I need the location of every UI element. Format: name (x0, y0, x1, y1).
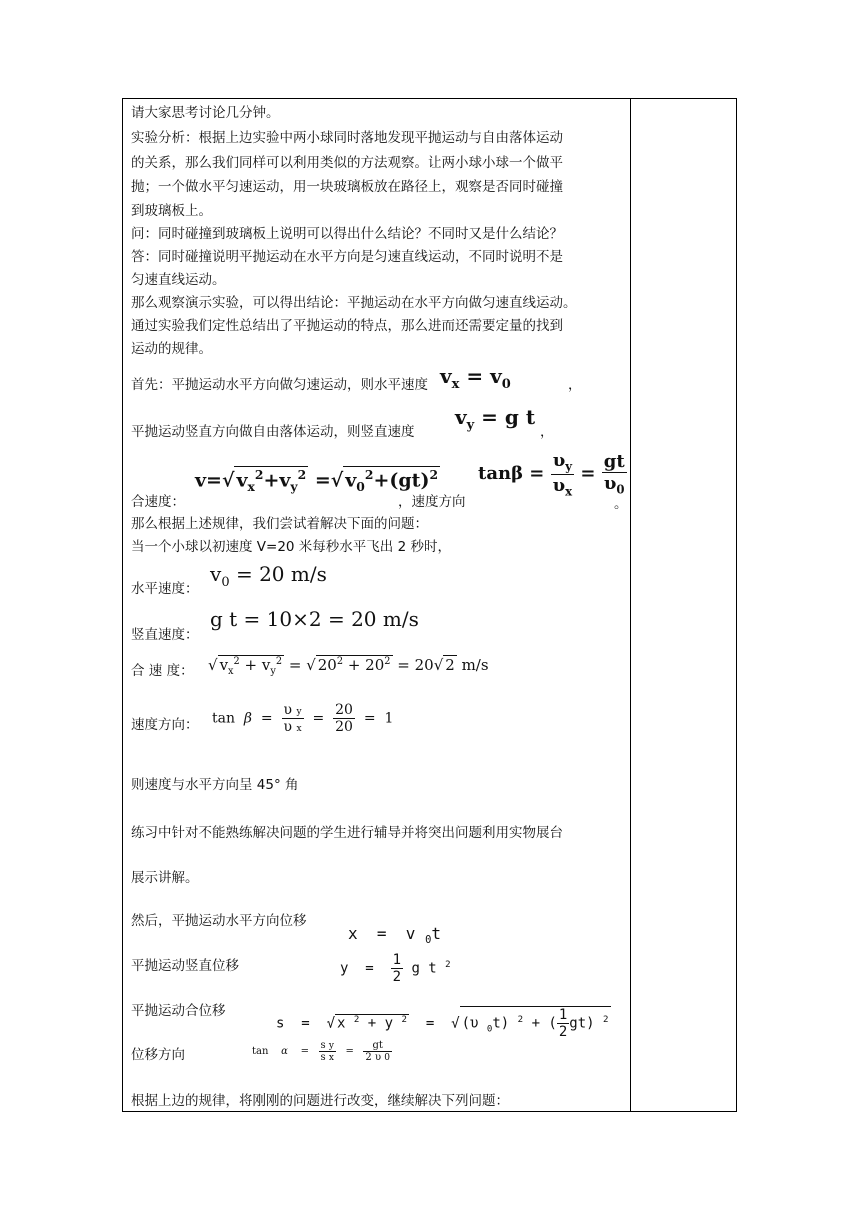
text-line: 请大家思考讨论几分钟。 (131, 105, 280, 121)
formula-v: v=√ $v_x^2+v_y^2$ =√ $v_0^2+(gt)^2$ (195, 467, 439, 495)
text-line: 根据上边的规律，将刚刚的问题进行改变，继续解决下列问题： (131, 1093, 509, 1109)
formula-gt-value: g t = 10×2 = 20 m/s (210, 607, 419, 631)
text-line: 平抛运动竖直方向做自由落体运动，则竖直速度 (131, 424, 415, 440)
text-line: 水平速度： (131, 581, 199, 597)
formula-y: y = $\frac{1}{2}$ g t $^2$ (340, 952, 451, 985)
text-line: 通过实验我们定性总结出了平抛运动的特点，那么进而还需要定量的找到 (131, 318, 563, 334)
text-line: 的关系，那么我们同样可以利用类似的方法观察。让两小球小球一个做平 (131, 155, 563, 171)
text-line: 那么观察演示实验，可以得出结论：平抛运动在水平方向做匀速直线运动。 (131, 295, 577, 311)
formula-s: s = √ x $^2$ + y $^2$ = √ (υ $_0$t) $^2$ + ( $\frac{1}{2}$ gt) $^2$ (276, 1007, 609, 1040)
text-line: ， (568, 377, 582, 393)
text-line: 首先：平抛运动水平方向做匀速运动，则水平速度 (131, 377, 428, 393)
text-line: ，速度方向 (398, 494, 466, 510)
text-line: 平抛运动竖直位移 (131, 958, 239, 974)
text-line: 到玻璃板上。 (131, 203, 212, 219)
text-line: 当一个小球以初速度 V=20 米每秒水平飞出 2 秒时， (131, 539, 451, 555)
text-line: 那么根据上述规律，我们尝试着解决下面的问题： (131, 516, 428, 532)
column-divider (630, 98, 631, 1112)
formula-v-value: √ $v_x^2 + v_y^2$ = √ $20^2 + 20^2 = 20√$ 2 m/s (208, 656, 489, 677)
formula-v0-value: $v_0 = 20$ m/s (210, 562, 327, 590)
text-line: 运动的规律。 (131, 341, 212, 357)
text-line: 则速度与水平方向呈 45° 角 (131, 777, 299, 793)
text-line: 平抛运动合位移 (131, 1003, 226, 1019)
text-line: 。 (614, 496, 628, 512)
text-line: 问：同时碰撞到玻璃板上说明可以得出什么结论？不同时又是什么结论？ (131, 226, 563, 242)
text-line: 抛；一个做水平匀速运动，用一块玻璃板放在路径上，观察是否同时碰撞 (131, 179, 563, 195)
formula-vy: $v_y = g$ t (455, 405, 536, 433)
text-line: 位移方向 (131, 1047, 185, 1063)
text-line: 实验分析：根据上边实验中两小球同时落地发现平抛运动与自由落体运动 (131, 130, 563, 146)
text-line: 速度方向： (131, 717, 199, 733)
formula-tanbeta: tanβ = $\frac{\upsilon_y}{\upsilon_x}$ = $\frac{gt}{\upsilon_0}$ (478, 450, 625, 499)
formula-tanalpha: tan α = $\frac{\text{s y}}{\text{s x}}$ = $\frac{gt}{2 \upsilon 0}$ (252, 1040, 390, 1063)
text-line: 合速度： (131, 494, 185, 510)
formula-vx: $v_x = v_0$ (440, 364, 511, 392)
formula-x: x = v $_0$t (348, 924, 441, 947)
text-line: 匀速直线运动。 (131, 272, 226, 288)
text-line: 合 速 度： (131, 663, 194, 679)
text-line: 然后，平抛运动水平方向位移 (131, 913, 307, 929)
text-line: ， (540, 424, 554, 440)
text-line: 练习中针对不能熟练解决问题的学生进行辅导并将突出问题利用实物展台 (131, 825, 563, 841)
text-line: 竖直速度： (131, 627, 199, 643)
text-line: 展示讲解。 (131, 870, 199, 886)
text-line: 答：同时碰撞说明平抛运动在水平方向是匀速直线运动，不同时说明不是 (131, 249, 563, 265)
formula-tanbeta-value: tan β = $\frac{\text{υ y}}{\text{υ x}}$ = $\frac{20}{20}$ = 1 (212, 702, 394, 735)
